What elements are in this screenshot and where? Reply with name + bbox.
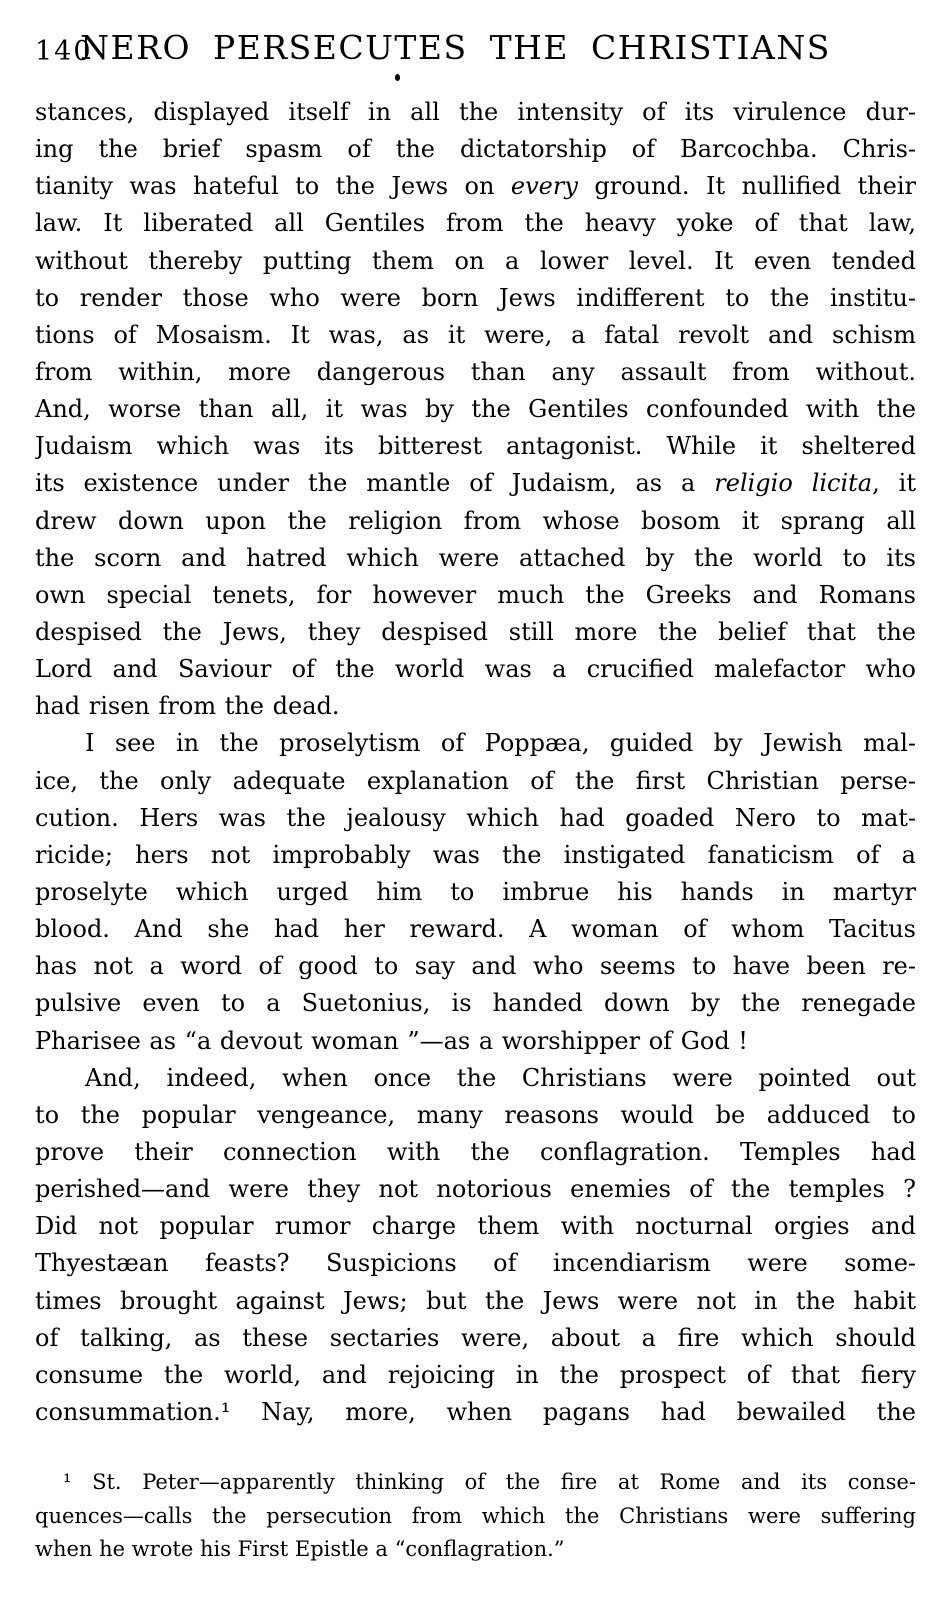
body-line: despised the Jews, they despised still more the belief that the (35, 617, 916, 646)
body-line: ing the brief spasm of the dictatorship of Barcochba. Chris- (35, 135, 916, 164)
body-line: Did not popular rumor charge them with nocturnal orgies and (35, 1212, 916, 1241)
body-line-segment: tianity was hateful to the Jews on (35, 172, 511, 201)
body-line: had risen from the dead. (35, 692, 340, 721)
body-line: the scorn and hatred which were attached by the world to its (35, 543, 916, 572)
body-line: I see in the proselytism of Poppæa, guided by Jewish mal- (85, 729, 916, 758)
italic-word: every (510, 172, 578, 201)
body-line-segment: , it (872, 469, 916, 498)
body-line: without thereby putting them on a lower level. It even tended (35, 246, 916, 275)
body-line: perished—and were they not notorious enemies of the temples ? (35, 1175, 916, 1204)
body-line: to render those who were born Jews indifferent to the institu- (35, 283, 916, 312)
paragraph-1 (35, 94, 916, 725)
footnote (35, 1466, 916, 1567)
running-header-title: NERO PERSECUTES THE CHRISTIANS (80, 28, 831, 67)
body-line: Lord and Saviour of the world was a crucified malefactor who (35, 655, 916, 684)
body-line: drew down upon the religion from whose bosom it sprang all (35, 506, 916, 535)
body-text (35, 94, 916, 1431)
body-line: Judaism which was its bitterest antagonist. While it sheltered (35, 432, 916, 461)
footnote-line: ¹ St. Peter—apparently thinking of the fire at Rome and its conse- (63, 1470, 916, 1494)
body-line: Thyestæan feasts? Suspicions of incendiarism were some- (35, 1249, 916, 1278)
paragraph-2 (35, 725, 916, 1059)
body-line: Pharisee as “a devout woman ”—as a worshipper of God ! (35, 1026, 748, 1055)
body-line-segment: ground. It nullified their (577, 172, 916, 201)
body-line: stances, displayed itself in all the intensity of its virulence dur- (35, 98, 916, 126)
body-line: ricide; hers not improbably was the instigated fanaticism of a (35, 840, 916, 869)
body-line: to the popular vengeance, many reasons would be adduced to (35, 1100, 916, 1129)
body-line: And, indeed, when once the Christians were pointed out (85, 1063, 916, 1092)
body-line: consummation.¹ Nay, more, when pagans had bewailed the (35, 1397, 916, 1426)
paragraph-3 (35, 1060, 916, 1431)
body-line: proselyte which urged him to imbrue his hands in martyr (35, 877, 916, 906)
body-line: law. It liberated all Gentiles from the heavy yoke of that law, (35, 209, 916, 238)
body-line: blood. And she had her reward. A woman of whom Tacitus (35, 915, 916, 944)
body-line: of talking, as these sectaries were, about a fire which should (35, 1323, 916, 1352)
footnote-line: quences—calls the persecution from which the Christians were suffering (35, 1503, 916, 1528)
italic-phrase: religio licita (714, 469, 873, 498)
body-line: prove their connection with the conflagration. Temples had (35, 1137, 916, 1166)
body-line (35, 168, 916, 205)
page-number: 140 (35, 36, 93, 67)
body-line: times brought against Jews; but the Jews were not in the habit (35, 1286, 916, 1315)
body-line: And, worse than all, it was by the Gentiles confounded with the (35, 395, 916, 424)
body-line: pulsive even to a Suetonius, is handed down by the renegade (35, 989, 916, 1018)
body-line-segment: its existence under the mantle of Judaism, as a (35, 469, 715, 498)
running-header (35, 28, 916, 72)
body-line: from within, more dangerous than any assault from without. (35, 357, 916, 386)
body-line: own special tenets, for however much the Greeks and Romans (35, 580, 916, 609)
body-line (35, 465, 916, 502)
body-line: cution. Hers was the jealousy which had goaded Nero to mat- (35, 803, 916, 832)
footnote-line: when he wrote his First Epistle a “conflagration.” (35, 1537, 565, 1561)
body-line: has not a word of good to say and who seems to have been re- (35, 952, 916, 981)
body-line: ice, the only adequate explanation of the first Christian perse- (35, 766, 916, 795)
body-line: consume the world, and rejoicing in the prospect of that fiery (35, 1360, 916, 1389)
body-line: tions of Mosaism. It was, as it were, a fatal revolt and schism (35, 320, 916, 349)
scan-artifact-dot (395, 74, 400, 81)
